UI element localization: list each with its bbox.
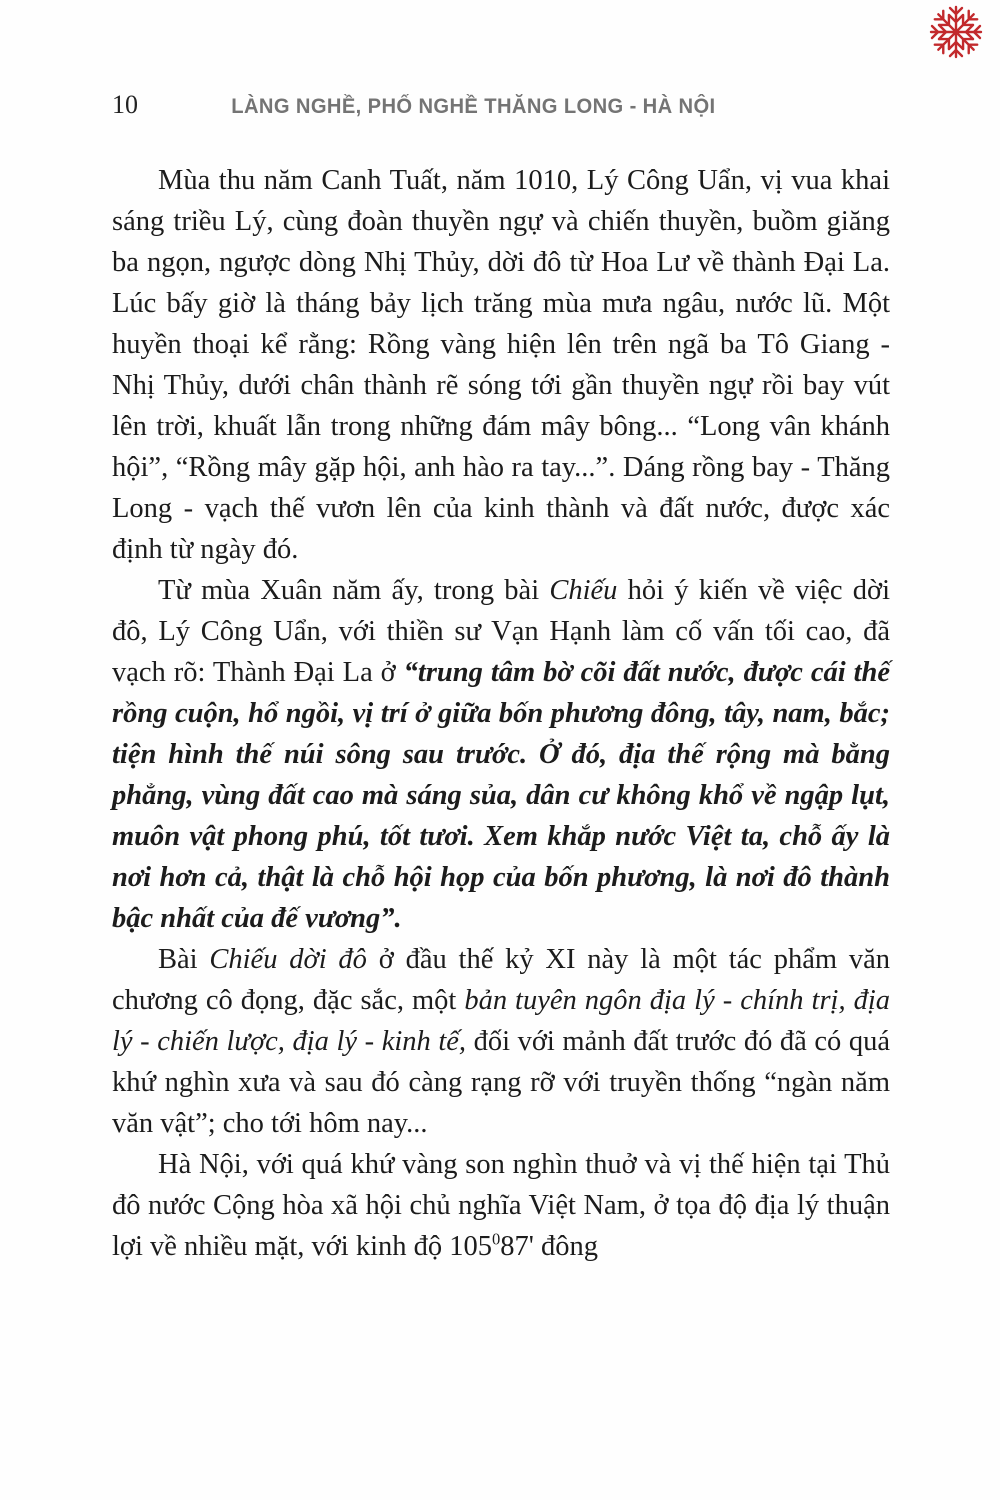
- body-text: [112, 160, 890, 1267]
- page-header: [112, 90, 890, 120]
- paragraph-4: Hà Nội, với quá khứ vàng son nghìn thuở và vị thế hiện tại Thủ đô nước Cộng hòa xã hội chủ nghĩa Việt Nam, ở tọa độ địa lý thuận lợi về nhiều mặt, với kinh độ $105^087'$ đông: [112, 1149, 890, 1262]
- paragraph-1: Mùa thu năm Canh Tuất, năm 1010, Lý Công Uẩn, vị vua khai sáng triều Lý, cùng đoàn thuyền ngự và chiến thuyền, buồm giăng ba ngọn, ngược dòng Nhị Thủy, dời đô từ Hoa Lư về thành Đại La. Lúc bấy giờ là tháng bảy lịch trăng mùa mưa ngâu, nước lũ. Một huyền thoại kể rằng: Rồng vàng hiện lên trên ngã ba Tô Giang - Nhị Thủy, dưới chân thành rẽ sóng tới gần thuyền ngự rồi bay vút lên trời, khuất lẫn trong những đám mây bông... “Long vân khánh hội”, “Rồng mây gặp hội, anh hào ra tay...”. Dáng rồng bay - Thăng Long - vạch thế vươn lên của kinh thành và đất nước, được xác định từ ngày đó.: [112, 165, 890, 565]
- page-number: 10: [112, 90, 138, 119]
- paragraph-2: Từ mùa Xuân năm ấy, trong bài Chiếu hỏi ý kiến về việc dời đô, Lý Công Uẩn, với thiền sư Vạn Hạnh làm cố vấn tối cao, đã vạch rõ: Thành Đại La ở “trung tâm bờ cõi đất nước, được cái thế rồng cuộn, hổ ngồi, vị trí ở giữa bốn phương đông, tây, nam, bắc; tiện hình thế núi sông sau trước. Ở đó, địa thế rộng mà bằng phẳng, vùng đất cao mà sáng sủa, dân cư không khổ về ngập lụt, muôn vật phong phú, tốt tươi. Xem khắp nước Việt ta, chỗ ấy là nơi hơn cả, thật là chỗ hội họp của bốn phương, là nơi đô thành bậc nhất của đế vương”.: [112, 575, 891, 934]
- publisher-emblem-icon: [926, 2, 986, 62]
- paragraph-3: Bài Chiếu dời đô ở đầu thế kỷ XI này là một tác phẩm văn chương cô đọng, đặc sắc, một bản tuyên ngôn địa lý - chính trị, địa lý - chiến lược, địa lý - kinh tế, đối với mảnh đất trước đó đã có quá khứ nghìn xưa và sau đó càng rạng rỡ với truyền thống “ngàn năm văn vật”; cho tới hôm nay...: [112, 944, 891, 1139]
- running-title: LÀNG NGHỀ, PHỐ NGHỀ THĂNG LONG - HÀ NỘI: [231, 95, 716, 118]
